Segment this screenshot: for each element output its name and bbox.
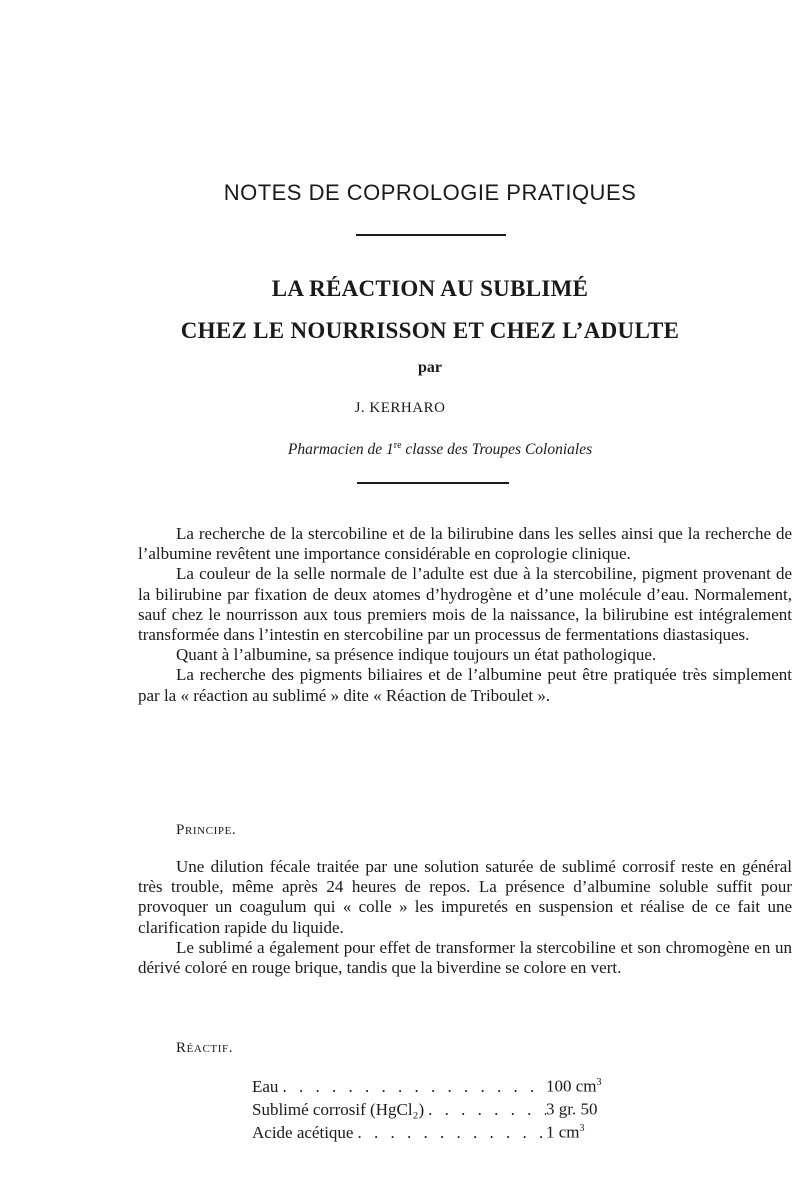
paragraph: Quant à l’albumine, sa présence indique toujours un état pathologique.: [176, 645, 657, 665]
ingredient-quantity: [546, 1073, 632, 1096]
affiliation-ordinal: re: [393, 440, 402, 451]
leader-dots: [424, 1100, 546, 1120]
intro-section: [138, 524, 792, 706]
section-heading-principe: Principe.: [176, 822, 237, 838]
formula-row: [252, 1096, 632, 1119]
ingredient-name: Sublimé corrosif (HgCl₂): [252, 1099, 425, 1119]
quantity-unit-exponent: 3: [579, 1123, 585, 1135]
quantity-value: 1 cm: [546, 1122, 580, 1142]
paragraph: La couleur de la selle normale de l’adulte est due à la stercobiline, pigment provenant de la bilirubine par fixation de deux atomes d’hydrogène et d’une molécule d’eau. Normalement, sauf chez le nourrisson aux tous premiers mois de la naissance, la bilirubine est intégralement transformée dans l’intestin en stercobiline par un processus de fermentations diastasiques.: [138, 564, 792, 645]
ingredient-quantity: [546, 1119, 632, 1142]
affiliation-suffix: classe des Troupes Coloniales: [401, 441, 593, 459]
paragraph: La recherche de la stercobiline et de la bilirubine dans les selles ainsi que la recherche de l’albumine revêtent une importance considérable en coprologie clinique.: [138, 524, 792, 564]
formula-row: [252, 1119, 632, 1142]
leader-dots: [353, 1123, 546, 1143]
principe-section: [138, 857, 792, 978]
quantity-value: 3 gr. 50: [546, 1099, 598, 1119]
ingredient-quantity: [546, 1096, 632, 1119]
paragraph: La recherche des pigments biliaires et de l’albumine peut être pratiquée très simplement par la « réaction au sublimé » dite « Réaction de Triboulet ».: [138, 665, 792, 705]
series-title: NOTES DE COPROLOGIE PRATIQUES: [223, 180, 637, 205]
leader-dots: [278, 1077, 546, 1097]
article-title-line-2: CHEZ LE NOURRISSON ET CHEZ L’ADULTE: [180, 318, 680, 343]
author-name: J. KERHARO: [354, 400, 446, 416]
ingredient-name: Eau: [252, 1076, 279, 1096]
ingredient-name: Acide acétique: [252, 1122, 354, 1142]
quantity-value: 100 cm: [546, 1076, 597, 1096]
title-divider-bottom: [357, 482, 509, 484]
author-affiliation: [0, 440, 800, 459]
reagent-formula: [252, 1073, 632, 1142]
section-heading-reactif: Réactif.: [176, 1040, 234, 1056]
article-title-line-1: LA RÉACTION AU SUBLIMÉ: [271, 276, 589, 301]
paragraph: Le sublimé a également pour effet de transformer la stercobiline et son chromogène en un dérivé coloré en rouge brique, tandis que la biverdine se colore en vert.: [138, 937, 792, 978]
formula-row: [252, 1073, 632, 1096]
affiliation-prefix: Pharmacien de 1: [287, 441, 394, 459]
paragraph: Une dilution fécale traitée par une solution saturée de sublimé corrosif reste en général très trouble, même après 24 heures de repos. La présence d’albumine soluble suffit pour provoquer un coagulum qui « colle » les impuretés en suspension et réalise de ce fait une clarification rapide du liquide.: [138, 857, 792, 937]
quantity-unit-exponent: 3: [596, 1077, 602, 1088]
title-divider-top: [356, 234, 506, 236]
byline: par: [418, 359, 442, 376]
